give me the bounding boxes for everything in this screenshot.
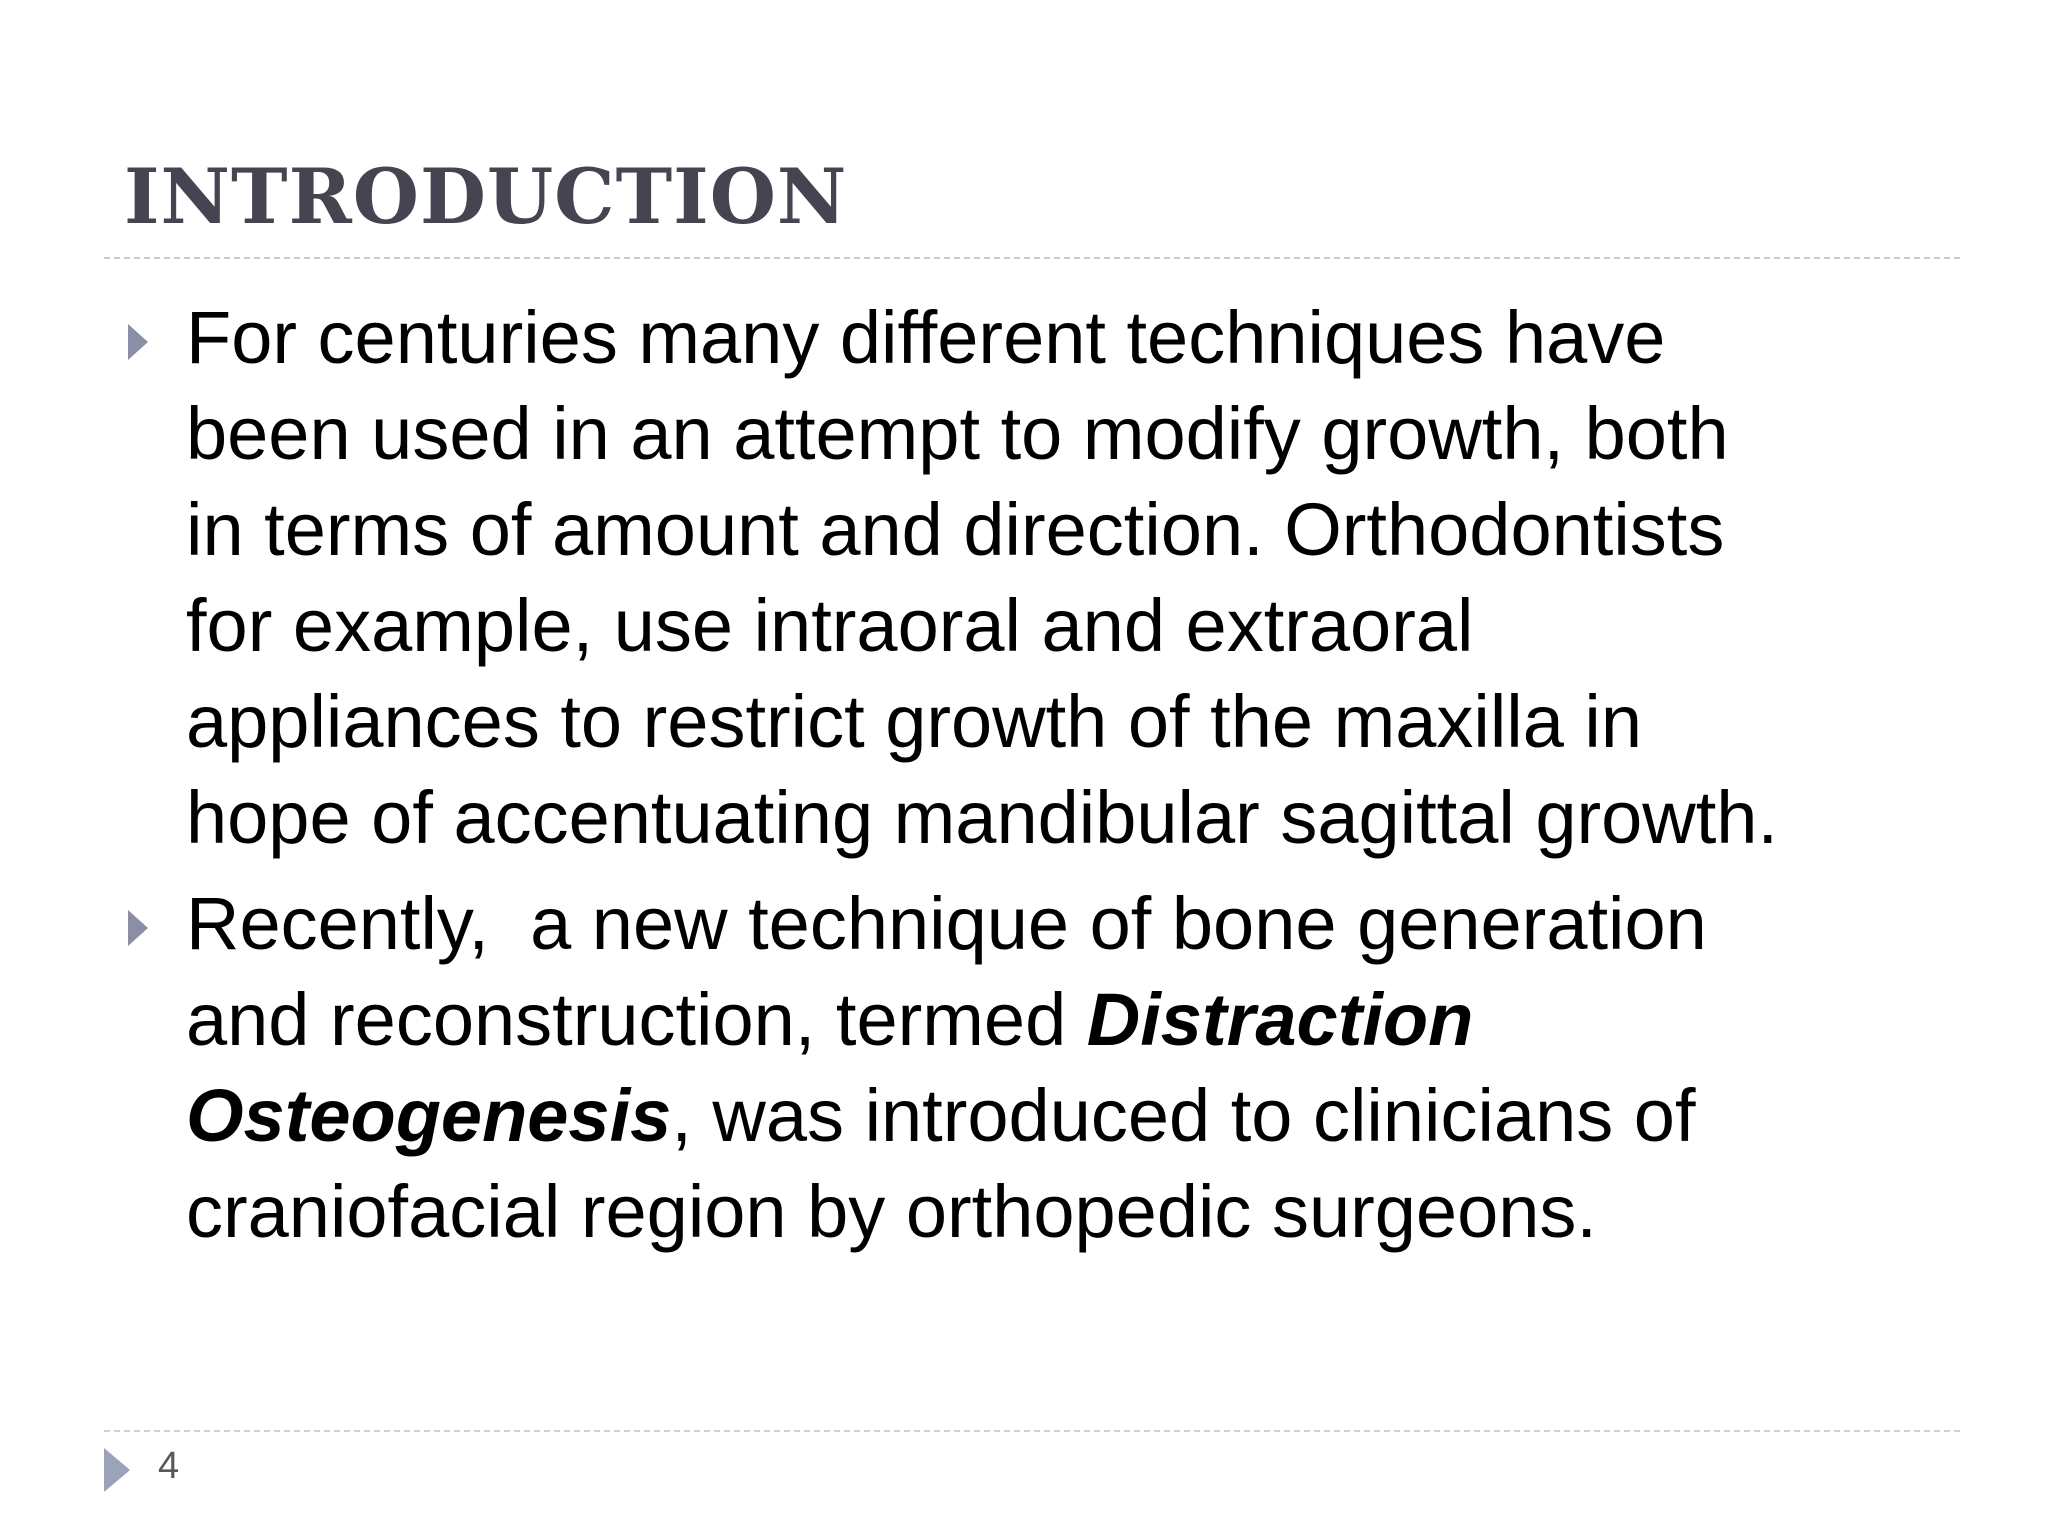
term-osteogenesis: Osteogenesis — [186, 1074, 672, 1157]
title-divider — [104, 257, 1960, 259]
bullet-1-line-3: in terms of amount and direction. Orthodontists — [186, 488, 1725, 571]
bullet-item-1 — [124, 290, 1924, 866]
bullet-text-2 — [186, 876, 1924, 1260]
bullet-text-1 — [186, 290, 1924, 866]
bullet-1-line-4: for example, use intraoral and extraoral — [186, 584, 1474, 667]
bullet-1-line-6: hope of accentuating mandibular sagittal growth. — [186, 776, 1779, 859]
bullet-1-line-2: been used in an attempt to modify growth, both — [186, 392, 1729, 475]
term-distraction: Distraction — [1086, 978, 1474, 1061]
bullet-2-line-4: craniofacial region by orthopedic surgeons. — [186, 1170, 1597, 1253]
bullet-2-line-3: , was introduced to clinicians of — [671, 1074, 1696, 1157]
bullet-triangle-icon — [128, 324, 148, 360]
bullet-triangle-icon — [128, 910, 148, 946]
bullet-2-line-1: Recently, a new technique of bone generation — [186, 882, 1707, 965]
bullet-1-line-5: appliances to restrict growth of the maxilla in — [186, 680, 1643, 763]
slide-title: INTRODUCTION — [124, 152, 848, 241]
bullet-list — [124, 290, 1924, 1270]
footer-divider — [104, 1430, 1960, 1432]
bullet-1-line-1: For centuries many different techniques have — [186, 296, 1666, 379]
bullet-2-line-2: and reconstruction, termed — [186, 978, 1087, 1061]
page-number: 4 — [158, 1445, 180, 1487]
footer-triangle-icon — [104, 1448, 130, 1492]
bullet-item-2 — [124, 876, 1924, 1260]
